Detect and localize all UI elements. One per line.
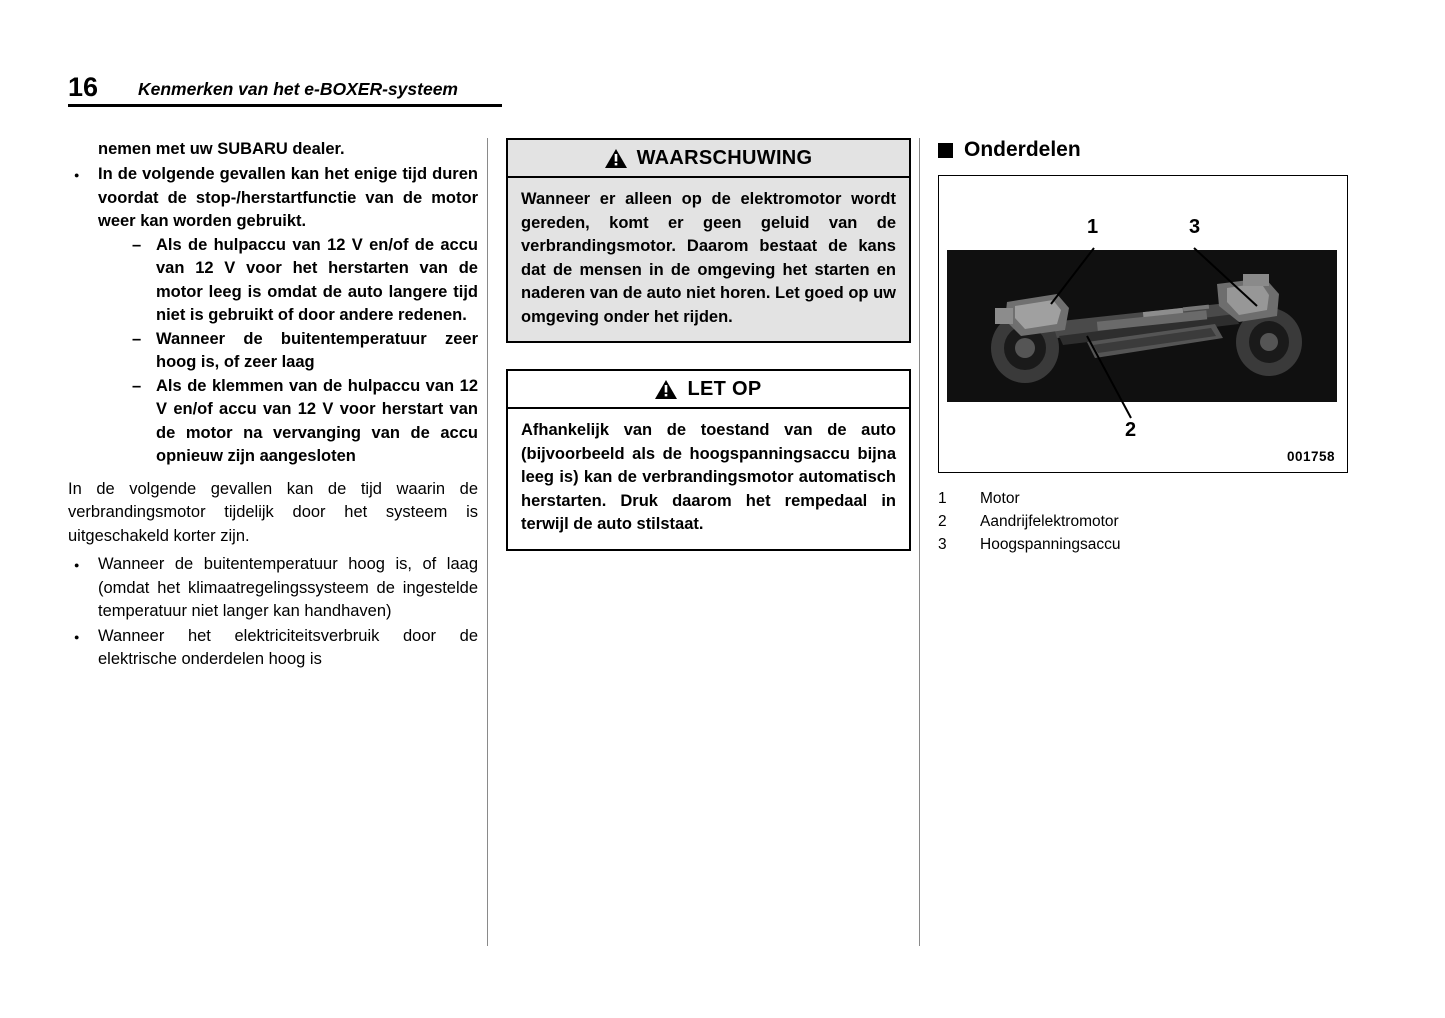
sub-item-text: – Wanneer de buitentemperatuur zeer hoog is, of zeer laag: [156, 329, 478, 371]
bullet-list-primary: [68, 163, 478, 469]
legend-number: 1: [938, 490, 947, 507]
column-divider-2: [919, 138, 920, 946]
figure-components-diagram: [938, 175, 1348, 473]
lead-text: nemen met uw SUBARU dealer.: [98, 140, 345, 158]
column-divider-1: [487, 138, 488, 946]
column-left: [68, 138, 478, 673]
callout-1: 1: [1087, 216, 1099, 238]
callout-2: 2: [1125, 419, 1137, 441]
list-item: [128, 328, 478, 375]
legend-number: 3: [938, 536, 947, 553]
legend-label: Aandrijfelektromotor: [980, 513, 1119, 530]
page-number: 16: [68, 72, 99, 102]
section-marker-icon: [938, 143, 953, 158]
body-paragraph: In de volgende gevallen kan de tijd waarin de verbrandingsmotor tijdelijk door het systeem is uitgeschakeld korter zijn.: [68, 479, 478, 545]
list-item: [938, 533, 1350, 556]
header-title: Kenmerken van het e-BOXER-systeem: [138, 79, 458, 99]
caution-box-title-bar: [508, 371, 909, 409]
list-item: [938, 487, 1350, 510]
list-item: [128, 234, 478, 328]
list-item: [938, 510, 1350, 533]
sub-item-text: – Als de klemmen van de hulpaccu van 12 V en/of accu van 12 V voor herstart van de motor na vervanging van de accu opnieuw zijn aangesloten: [156, 376, 478, 465]
bullet-text: ● In de volgende gevallen kan het enige tijd duren voordat de stop-/herstartfunctie van de motor weer kan worden gebruikt.: [98, 165, 478, 230]
sub-list: [128, 234, 478, 469]
column-middle: [506, 138, 911, 551]
callout-3: 3: [1189, 216, 1201, 238]
legend-label: Hoogspanningsaccu: [980, 536, 1121, 553]
legend-number: 2: [938, 513, 947, 530]
bullet-list-secondary: [68, 553, 478, 672]
bullet-text: ● Wanneer de buitentemperatuur hoog is, of laag (omdat het klimaatregelingssysteem de ingestelde temperatuur niet langer kan handhaven): [98, 555, 478, 620]
list-item: [68, 553, 478, 624]
sub-item-text: – Als de hulpaccu van 12 V en/of de accu van 12 V voor het herstarten van de motor leeg is omdat de auto langere tijd niet is gebruikt of door andere redenen.: [156, 235, 478, 324]
caution-title: LET OP: [687, 377, 762, 400]
legend-label: Motor: [980, 490, 1020, 507]
warning-triangle-icon: [605, 149, 627, 168]
caution-body: Afhankelijk van de toestand van de auto (bijvoorbeeld als de hoogspanningsaccu bijna leeg is) kan de verbrandingsmotor automatisch herstarten. Druk daarom het rempedaal in terwijl de auto stilstaat.: [508, 409, 909, 549]
list-item: [68, 625, 478, 672]
figure-legend: [938, 487, 1350, 556]
list-item: [128, 375, 478, 469]
header-divider: [68, 104, 502, 107]
warning-box-title-bar: [508, 140, 909, 178]
box-spacer: [506, 343, 911, 369]
warning-body: Wanneer er alleen op de elektromotor wordt gereden, komt er geen geluid van de verbrandingsmotor. Daarom bestaat de kans dat de mensen in de omgeving het starten en naderen van de auto niet horen. Let goed op uw omgeving onder het rijden.: [508, 178, 909, 341]
column-right: [938, 138, 1350, 556]
section-heading: [938, 138, 1350, 162]
warning-title: WAARSCHUWING: [636, 146, 813, 169]
section-title: Onderdelen: [964, 138, 1081, 161]
figure-code: 001758: [1286, 449, 1335, 464]
warning-triangle-icon: [655, 380, 677, 399]
figure-callout-lines: [939, 176, 1347, 472]
warning-box: [506, 138, 911, 343]
list-item: [68, 163, 478, 469]
bullet-text: ● Wanneer het elektriciteitsverbruik door de elektrische onderdelen hoog is: [98, 626, 478, 668]
caution-box: [506, 369, 911, 551]
